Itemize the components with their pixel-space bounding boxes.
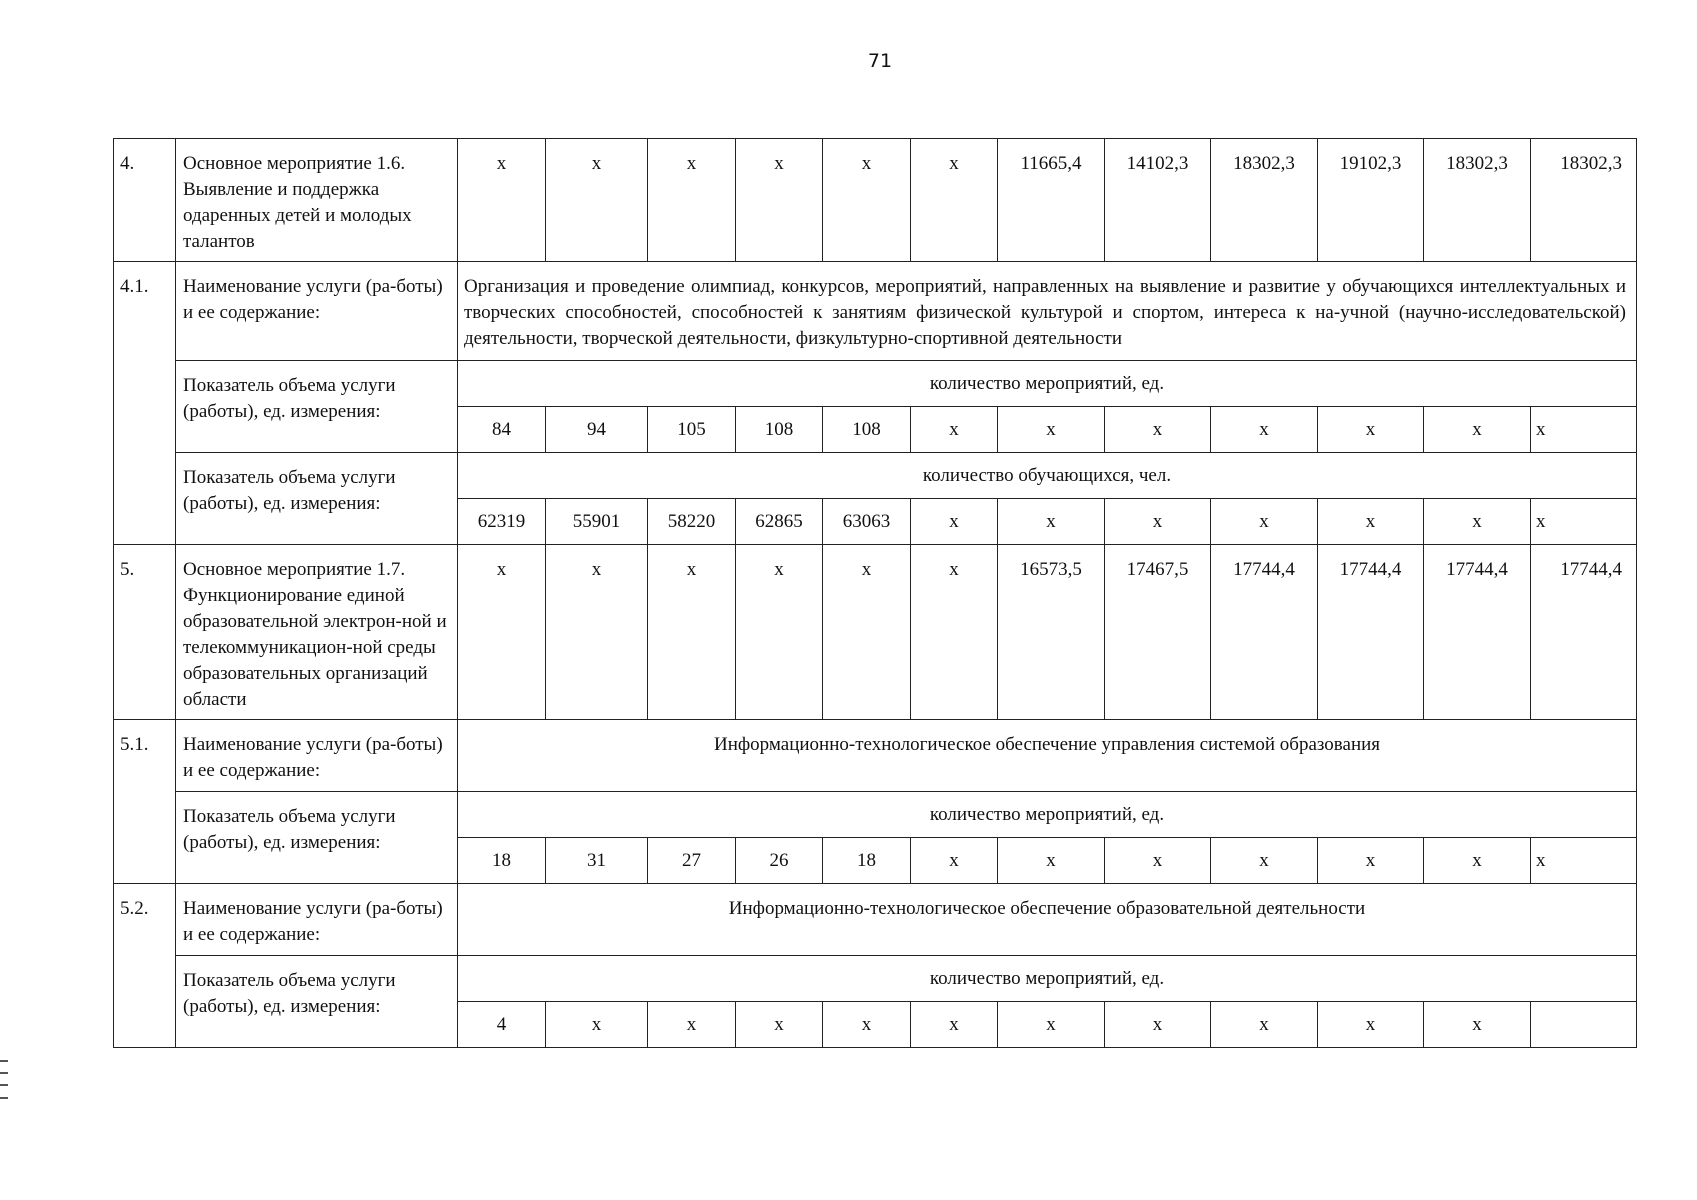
table-row-5-1-name — [114, 720, 1637, 792]
value-cell: х — [1424, 499, 1531, 545]
value-cell: х — [998, 407, 1105, 453]
indicator-unit: количество мероприятий, ед. — [458, 792, 1637, 838]
value-cell: х — [1424, 407, 1531, 453]
activity-label: Основное мероприятие 1.6. Выявление и поддержка одаренных детей и молодых талантов — [176, 139, 458, 262]
value-cell: х — [736, 139, 823, 262]
value-cell: х — [736, 545, 823, 720]
table-row-4 — [114, 139, 1637, 262]
value-cell: х — [911, 139, 998, 262]
value-cell: х — [998, 499, 1105, 545]
value-cell: 94 — [546, 407, 648, 453]
value-cell: 17744,4 — [1531, 545, 1637, 720]
row-number: 4. — [114, 139, 176, 262]
indicator-unit: количество обучающихся, чел. — [458, 453, 1637, 499]
value-cell: х — [911, 499, 998, 545]
value-cell: 18302,3 — [1531, 139, 1637, 262]
value-cell: 18 — [458, 838, 546, 884]
value-cell: 18302,3 — [1211, 139, 1318, 262]
table-row-4-1-name — [114, 262, 1637, 361]
value-cell: х — [1211, 407, 1318, 453]
value-cell: 14102,3 — [1105, 139, 1211, 262]
indicator-unit: количество мероприятий, ед. — [458, 956, 1637, 1002]
table-row-5-2-indicator-unit — [114, 956, 1637, 1002]
value-cell: х — [1318, 407, 1424, 453]
indicator-label: Показатель объема услуги (работы), ед. измерения: — [176, 453, 458, 545]
value-cell: 16573,5 — [998, 545, 1105, 720]
service-name-label: Наименование услуги (ра-боты) и ее содержание: — [176, 720, 458, 792]
row-number: 5.1. — [114, 720, 176, 884]
table-row-4-1-indicator-1-unit — [114, 361, 1637, 407]
value-cell: х — [823, 1002, 911, 1048]
value-cell: х — [648, 1002, 736, 1048]
value-cell: 17744,4 — [1424, 545, 1531, 720]
value-cell: 31 — [546, 838, 648, 884]
value-cell: х — [1531, 407, 1637, 453]
value-cell: х — [546, 139, 648, 262]
scan-edge-marks — [0, 1060, 8, 1099]
value-cell: х — [998, 838, 1105, 884]
row-number: 5. — [114, 545, 176, 720]
value-cell: 62865 — [736, 499, 823, 545]
value-cell: х — [458, 545, 546, 720]
indicator-unit: количество мероприятий, ед. — [458, 361, 1637, 407]
value-cell: 62319 — [458, 499, 546, 545]
value-cell: х — [1424, 838, 1531, 884]
value-cell: 108 — [736, 407, 823, 453]
value-cell: х — [911, 545, 998, 720]
value-cell: 17744,4 — [1318, 545, 1424, 720]
value-cell: 108 — [823, 407, 911, 453]
value-cell: 26 — [736, 838, 823, 884]
value-cell: 17744,4 — [1211, 545, 1318, 720]
value-cell: х — [648, 139, 736, 262]
value-cell: 11665,4 — [998, 139, 1105, 262]
value-cell: х — [1318, 1002, 1424, 1048]
value-cell: 58220 — [648, 499, 736, 545]
row-number: 5.2. — [114, 884, 176, 1048]
value-cell: х — [1211, 499, 1318, 545]
value-cell: х — [1424, 1002, 1531, 1048]
value-cell: х — [458, 139, 546, 262]
value-cell: х — [998, 1002, 1105, 1048]
program-table — [113, 138, 1637, 1048]
value-cell: 18302,3 — [1424, 139, 1531, 262]
value-cell: 63063 — [823, 499, 911, 545]
value-cell: х — [1105, 838, 1211, 884]
service-name-label: Наименование услуги (ра-боты) и ее содержание: — [176, 262, 458, 361]
service-name-text: Информационно-технологическое обеспечение управления системой образования — [458, 720, 1637, 792]
value-cell: х — [1105, 499, 1211, 545]
value-cell — [1531, 1002, 1637, 1048]
value-cell: х — [911, 1002, 998, 1048]
indicator-label: Показатель объема услуги (работы), ед. измерения: — [176, 361, 458, 453]
value-cell: х — [546, 545, 648, 720]
indicator-label: Показатель объема услуги (работы), ед. измерения: — [176, 956, 458, 1048]
value-cell: 27 — [648, 838, 736, 884]
value-cell: х — [911, 407, 998, 453]
value-cell: х — [1211, 838, 1318, 884]
value-cell: х — [1318, 838, 1424, 884]
table-row-5-1-indicator-unit — [114, 792, 1637, 838]
value-cell: х — [1105, 407, 1211, 453]
page-number: 71 — [867, 50, 893, 72]
value-cell: 18 — [823, 838, 911, 884]
service-name-label: Наименование услуги (ра-боты) и ее содержание: — [176, 884, 458, 956]
value-cell: х — [911, 838, 998, 884]
table-row-5-2-name — [114, 884, 1637, 956]
indicator-label: Показатель объема услуги (работы), ед. измерения: — [176, 792, 458, 884]
value-cell: 19102,3 — [1318, 139, 1424, 262]
value-cell: х — [1531, 499, 1637, 545]
value-cell: 105 — [648, 407, 736, 453]
value-cell: х — [1105, 1002, 1211, 1048]
value-cell: 55901 — [546, 499, 648, 545]
value-cell: 4 — [458, 1002, 546, 1048]
value-cell: х — [736, 1002, 823, 1048]
value-cell: х — [648, 545, 736, 720]
value-cell: х — [1211, 1002, 1318, 1048]
value-cell: 84 — [458, 407, 546, 453]
row-number: 4.1. — [114, 262, 176, 545]
service-name-text: Организация и проведение олимпиад, конкурсов, мероприятий, направленных на выявление и развитие у обучающихся интеллектуальных и творческих способностей, способностей к занятиям физической культурой и спортом, интереса к на-учной (научно-исследовательской) деятельности, творческой деятельности, физкультурно-спортивной деятельности — [458, 262, 1637, 361]
table-row-4-1-indicator-2-unit — [114, 453, 1637, 499]
value-cell: х — [1318, 499, 1424, 545]
value-cell: х — [823, 139, 911, 262]
activity-label: Основное мероприятие 1.7. Функционирование единой образовательной электрон-ной и телекоммуникацион-ной среды образовательных организаций области — [176, 545, 458, 720]
value-cell: 17467,5 — [1105, 545, 1211, 720]
table-row-5 — [114, 545, 1637, 720]
service-name-text: Информационно-технологическое обеспечение образовательной деятельности — [458, 884, 1637, 956]
value-cell: х — [1531, 838, 1637, 884]
value-cell: х — [823, 545, 911, 720]
value-cell: х — [546, 1002, 648, 1048]
